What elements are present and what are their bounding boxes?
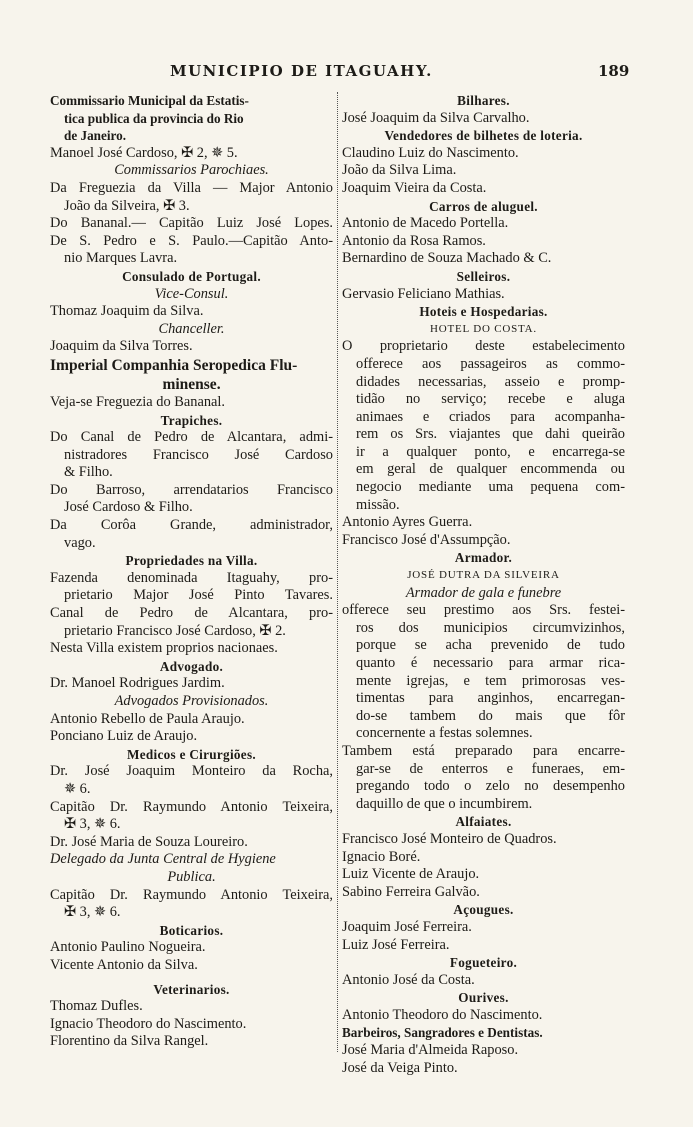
entry-line: Do Barroso, arrendatarios Francisco bbox=[50, 481, 333, 498]
subheading: Delegado da Junta Central de Hygiene bbox=[50, 851, 276, 868]
column-divider bbox=[337, 92, 338, 1052]
right-column bbox=[342, 92, 625, 1077]
entry-line: mente igrejas, e tem primorosas ves- bbox=[356, 672, 625, 689]
entry-line: Florentino da Silva Rangel. bbox=[50, 1033, 209, 1050]
entry-line: vago. bbox=[64, 534, 96, 551]
subheading: Chanceller. bbox=[158, 320, 225, 337]
section-heading: Advogado. bbox=[159, 658, 224, 674]
entry-line: Thomaz Joaquim da Silva. bbox=[50, 303, 204, 320]
entry-line: gar-se de enterros e funeraes, em- bbox=[356, 760, 625, 777]
section-heading: Boticarios. bbox=[159, 922, 224, 938]
entry-line: Joaquim José Ferreira. bbox=[342, 918, 472, 935]
entry-line: Joaquim da Silva Torres. bbox=[50, 338, 193, 355]
entry-line: José Joaquim da Silva Carvalho. bbox=[342, 109, 530, 126]
entry-line: Da Freguezia da Villa — Major Antonio bbox=[50, 179, 333, 196]
section-heading: Consulado de Portugal. bbox=[122, 268, 261, 284]
entry-line: porque se acha prevenido de tudo bbox=[356, 637, 625, 654]
entry-line: concernente a festas solemnes. bbox=[356, 725, 533, 742]
entry-line: animaes e criados para acompanha- bbox=[356, 408, 625, 425]
entry-line: Antonio da Rosa Ramos. bbox=[342, 232, 486, 249]
running-title: MUNICIPIO DE ITAGUAHY. bbox=[170, 62, 433, 80]
entry-line: Antonio Rebello de Paula Araujo. bbox=[50, 710, 245, 727]
entry-line: ✠ 3, ✵ 6. bbox=[64, 904, 121, 921]
entry-line: Gervasio Feliciano Mathias. bbox=[342, 285, 505, 302]
entry-line: ✠ 3, ✵ 6. bbox=[64, 816, 121, 833]
entry-line: Do Bananal.— Capitão Luiz José Lopes. bbox=[50, 215, 333, 232]
entry-line: Capitão Dr. Raymundo Antonio Teixeira, bbox=[50, 886, 333, 903]
establishment-name: JOSÉ DUTRA DA SILVEIRA bbox=[407, 569, 560, 582]
entry-line: O proprietario deste estabelecimento bbox=[342, 338, 625, 355]
left-column bbox=[50, 92, 333, 1051]
entry-line: tidão no serviço; recebe e aluga bbox=[356, 391, 625, 408]
entry-line: Veja-se Freguezia do Bananal. bbox=[50, 393, 226, 410]
entry-line: Dr. Manoel Rodrigues Jardim. bbox=[50, 675, 225, 692]
entry-line: do-se tambem do mais que fôr bbox=[356, 707, 625, 724]
entry-line: Fazenda denominada Itaguahy, pro- bbox=[50, 569, 333, 586]
subheading: Advogados Provisionados. bbox=[114, 693, 269, 709]
section-heading: Selleiros. bbox=[456, 268, 511, 284]
entry-line: Luiz Vicente de Araujo. bbox=[342, 866, 480, 883]
entry-line: Capitão Dr. Raymundo Antonio Teixeira, bbox=[50, 798, 333, 815]
entry-line: didades necessarias, asseio e promp- bbox=[356, 373, 625, 390]
section-heading: Hoteis e Hospedarias. bbox=[419, 304, 548, 320]
entry-line: ir a qualquer ponto, e encarrega-se bbox=[356, 443, 625, 460]
subheading: Commissarios Parochiaes. bbox=[114, 162, 269, 179]
subheading: Vice-Consul. bbox=[154, 285, 229, 302]
section-heading: Medicos e Cirurgiões. bbox=[127, 746, 256, 762]
entry-line: ros dos municipios circumvizinhos, bbox=[356, 619, 625, 636]
entry-line: Vicente Antonio da Silva. bbox=[50, 956, 198, 973]
section-heading: tica publica da provincia do Rio bbox=[64, 110, 244, 126]
establishment-name: HOTEL DO COSTA. bbox=[430, 322, 537, 335]
page-header bbox=[0, 62, 693, 84]
entry-line: timentas para anginhos, encarregan- bbox=[356, 690, 625, 707]
entry-line: nio Marques Lavra. bbox=[64, 250, 178, 267]
entry-line: rem os Srs. viajantes que dahi queirão bbox=[356, 426, 625, 443]
entry-line: Thomaz Dufles. bbox=[50, 998, 143, 1015]
entry-line: Dr. José Maria de Souza Loureiro. bbox=[50, 833, 248, 850]
entry-line: Ignacio Boré. bbox=[342, 848, 421, 865]
entry-line: negocio mediante uma pequena com- bbox=[356, 479, 625, 496]
entry-line: Joaquim Vieira da Costa. bbox=[342, 179, 487, 196]
entry-line: João da Silveira, ✠ 3. bbox=[64, 197, 190, 214]
entry-line: Do Canal de Pedro de Alcantara, admi- bbox=[50, 429, 333, 446]
entry-line: quanto é necessario para armar rica- bbox=[356, 655, 625, 671]
section-heading: Imperial Companhia Seropedica Flu- bbox=[50, 356, 298, 374]
entry-line: Antonio de Macedo Portella. bbox=[342, 215, 509, 232]
subheading: Publica. bbox=[167, 868, 216, 885]
entry-line: José Maria d'Almeida Raposo. bbox=[342, 1042, 519, 1059]
entry-line: daquillo de que o incumbirem. bbox=[356, 795, 533, 812]
section-heading: Açougues. bbox=[453, 902, 514, 918]
entry-line: Bernardino de Souza Machado & C. bbox=[342, 250, 552, 267]
entry-line: Francisco José Monteiro de Quadros. bbox=[342, 830, 557, 847]
entry-line: De S. Pedro e S. Paulo.—Capitão Anto- bbox=[50, 232, 333, 249]
section-heading: Carros de aluguel. bbox=[429, 198, 538, 214]
section-heading: Trapiches. bbox=[160, 412, 223, 428]
entry-line: Antonio Theodoro do Nascimento. bbox=[342, 1006, 543, 1023]
entry-line: Antonio Ayres Guerra. bbox=[342, 514, 473, 531]
subheading: Armador de gala e funebre bbox=[405, 584, 562, 601]
page-number: 189 bbox=[598, 62, 630, 80]
entry-line: Tambem está preparado para encarre- bbox=[342, 742, 625, 759]
section-heading: Propriedades na Villa. bbox=[125, 553, 258, 569]
section-heading: Bilhares. bbox=[457, 93, 510, 108]
entry-line: Luiz José Ferreira. bbox=[342, 936, 450, 953]
entry-line: ✵ 6. bbox=[64, 780, 91, 797]
entry-line: pregando todo o zelo no desempenho bbox=[356, 778, 625, 795]
entry-line: Antonio José da Costa. bbox=[342, 971, 475, 988]
section-heading: Alfaiates. bbox=[455, 814, 512, 830]
entry-line: Ponciano Luiz de Araujo. bbox=[50, 728, 198, 745]
entry-line: missão. bbox=[356, 496, 400, 513]
section-heading: Armador. bbox=[454, 550, 513, 566]
entry-line: Francisco José d'Assumpção. bbox=[342, 531, 511, 548]
entry-line: prietario Major José Pinto Tavares. bbox=[64, 587, 333, 604]
entry-line: Dr. José Joaquim Monteiro da Rocha, bbox=[50, 763, 333, 780]
entry-line: & Filho. bbox=[64, 464, 113, 481]
section-heading: de Janeiro. bbox=[64, 128, 127, 144]
entry-line: José da Veiga Pinto. bbox=[342, 1059, 458, 1076]
entry-line: José Cardoso & Filho. bbox=[64, 499, 193, 516]
entry-line: nistradores Francisco José Cardoso bbox=[64, 446, 333, 463]
entry-line: Antonio Paulino Nogueira. bbox=[50, 939, 206, 956]
entry-line: Canal de Pedro de Alcantara, pro- bbox=[50, 605, 333, 622]
entry-line: em geral de qualquer encommenda ou bbox=[356, 461, 625, 478]
entry-line: prietario Francisco José Cardoso, ✠ 2. bbox=[64, 622, 286, 639]
entry-line: offerece seu prestimo aos Srs. festei- bbox=[342, 602, 625, 619]
entry-line: Ignacio Theodoro do Nascimento. bbox=[50, 1015, 247, 1032]
entry-line: João da Silva Lima. bbox=[342, 162, 457, 179]
entry-line: Sabino Ferreira Galvão. bbox=[342, 883, 480, 900]
section-heading: Fogueteiro. bbox=[449, 955, 518, 971]
entry-line: Claudino Luiz do Nascimento. bbox=[342, 144, 519, 161]
section-heading: Barbeiros, Sangradores e Dentistas. bbox=[342, 1025, 543, 1041]
entry-line: Manoel José Cardoso, ✠ 2, ✵ 5. bbox=[50, 144, 238, 161]
section-heading: minense. bbox=[162, 375, 221, 393]
entry-line: Nesta Villa existem proprios nacionaes. bbox=[50, 640, 278, 657]
section-heading: Ourives. bbox=[458, 990, 509, 1006]
section-heading: Veterinarios. bbox=[153, 981, 230, 997]
entry-line: offerece aos passageiros as commo- bbox=[356, 355, 625, 372]
section-heading: Commissario Municipal da Estatis- bbox=[50, 93, 249, 108]
section-heading: Vendedores de bilhetes de loteria. bbox=[384, 128, 583, 144]
entry-line: Da Corôa Grande, administrador, bbox=[50, 517, 333, 534]
